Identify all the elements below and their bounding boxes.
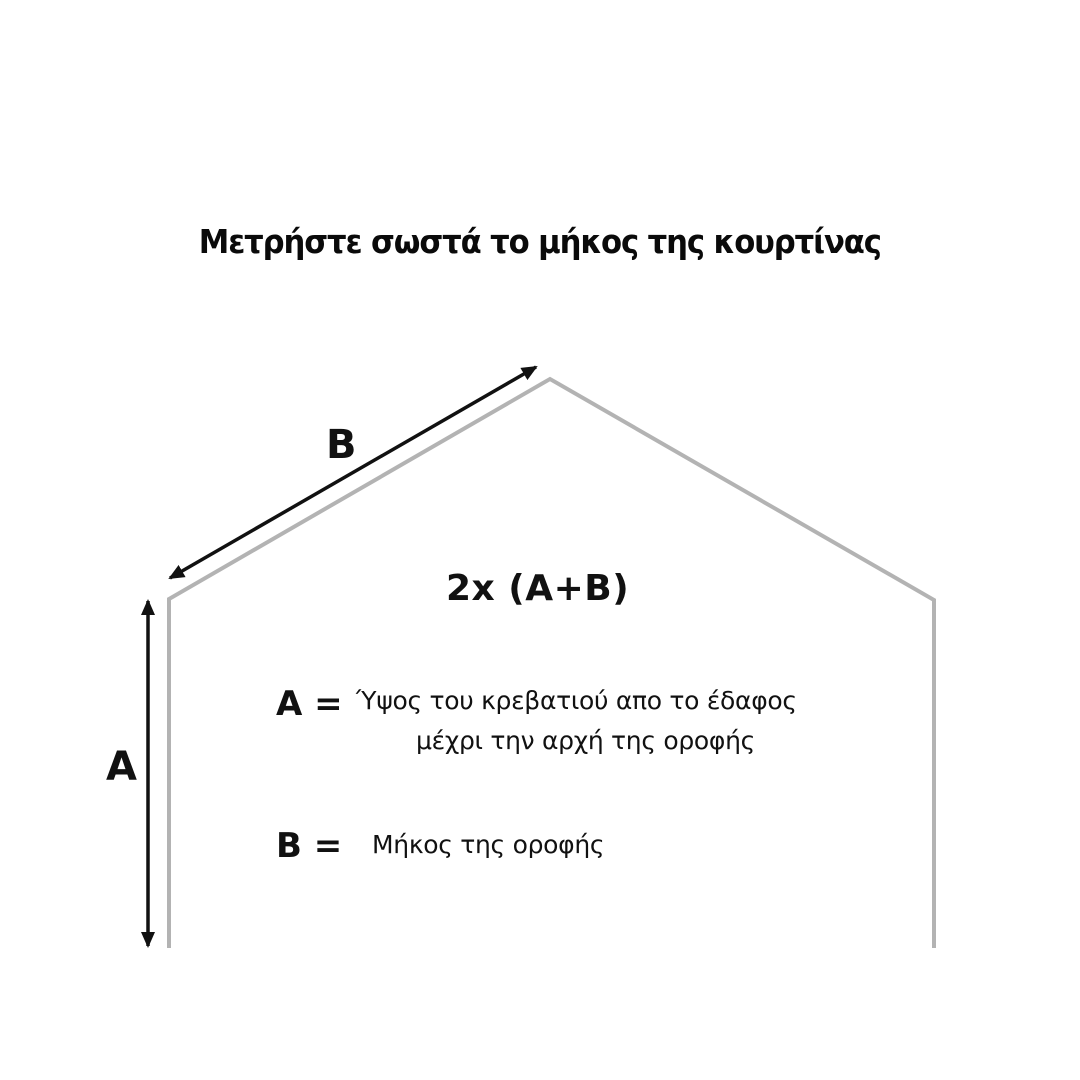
legend-key-a: A = <box>276 684 343 724</box>
roof-label-b: B <box>326 422 357 468</box>
legend-desc-a-line1: Ύψος του κρεβατιού απο το έδαφος <box>356 686 797 715</box>
page-title: Μετρήστε σωστά το μήκος της κουρτίνας <box>198 222 881 261</box>
legend-desc-a-line2: μέχρι την αρχή της οροφής <box>416 726 756 755</box>
roof-dimension-arrow <box>170 367 536 578</box>
legend-desc-b: Μήκος της οροφής <box>372 830 605 859</box>
formula: 2x (A+B) <box>446 568 630 609</box>
wall-label-a: A <box>106 744 137 790</box>
legend-key-b: B = <box>276 826 343 866</box>
